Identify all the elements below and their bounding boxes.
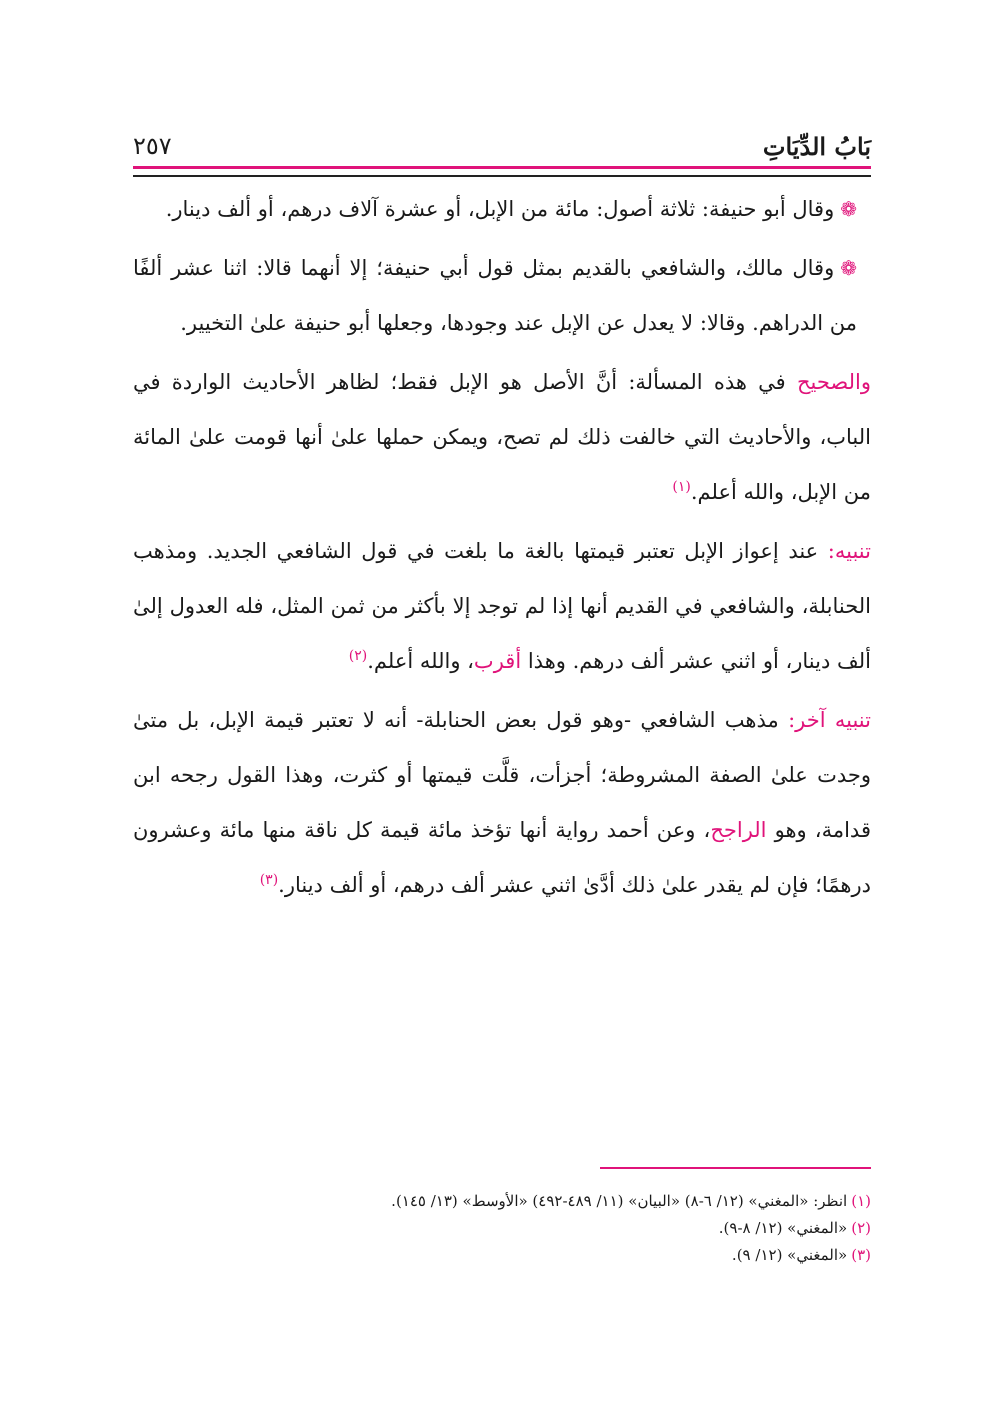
footnote-number: (٣): [851, 1246, 871, 1264]
footnote-text: «المغني» (١٢/ ٩).: [731, 1246, 848, 1264]
page-header: [133, 126, 871, 166]
footnote-number: (١): [851, 1192, 871, 1210]
footnote-ref: (٣): [259, 872, 279, 888]
body-text: [133, 182, 871, 917]
paragraph-text-tail: ، والله أعلم.: [367, 649, 474, 673]
paragraph-malik-shafii: [133, 241, 871, 351]
footnote-rule: [600, 1167, 871, 1169]
paragraph-note: [133, 524, 871, 689]
paragraph-correct-view: [133, 355, 871, 520]
footnote-1: [133, 1188, 871, 1215]
paragraph-abu-hanifa: [133, 182, 871, 237]
paragraph-text: في هذه المسألة: أنَّ الأصل هو الإبل فقط؛ لظاهر الأحاديث الواردة في الباب، والأحاديث التي خالفت ذلك لم تصح، ويمكن حملها علىٰ أنها قومت علىٰ المائة من الإبل، والله أعلم.: [133, 370, 871, 504]
footnote-ref: (٢): [348, 648, 368, 664]
lead-word: والصحيح: [796, 370, 871, 394]
highlighted-word: أقرب: [473, 649, 522, 673]
paragraph-text: مذهب الشافعي -وهو قول بعض الحنابلة- أنه لا تعتبر قيمة الإبل، بل متىٰ وجدت علىٰ الصفة المشروطة؛ أجزأت، قلَّت قيمتها أو كثرت، وهذا القول رجحه ابن قدامة، وهو: [133, 708, 871, 842]
paragraph-text-tail: ، وعن أحمد رواية أنها تؤخذ مائة قيمة كل ناقة منها مائة وعشرون درهمًا؛ فإن لم يقدر علىٰ ذلك أدَّىٰ اثني عشر ألف درهم، أو ألف دينار.: [133, 818, 871, 897]
footnote-text: «المغني» (١٢/ ٨-٩).: [718, 1219, 848, 1237]
footnote-ref: (١): [672, 479, 691, 495]
page-number: ٢٥٧: [133, 132, 172, 160]
highlighted-word: الراجح: [710, 818, 767, 842]
header-rule-pink: [133, 166, 871, 169]
chapter-title: بَابُ الدِّيَاتِ: [762, 131, 871, 161]
footnote-2: [133, 1215, 871, 1242]
lead-word: تنبيه:: [827, 539, 871, 563]
footnote-text: انظر: «المغني» (١٢/ ٦-٨) «البيان» (١١/ ٤٨٩-٤٩٢) «الأوسط» (١٣/ ١٤٥).: [391, 1192, 848, 1210]
footnote-number: (٢): [851, 1219, 871, 1237]
paragraph-another-note: [133, 693, 871, 913]
footnotes: [133, 1188, 871, 1269]
header-rule-dark: [133, 175, 871, 177]
lead-word: تنبيه آخر:: [788, 708, 871, 732]
footnote-3: [133, 1242, 871, 1269]
paragraph-text: وقال أبو حنيفة: ثلاثة أصول: مائة من الإبل، أو عشرة آلاف درهم، أو ألف دينار.: [165, 197, 835, 221]
paragraph-text: عند إعواز الإبل تعتبر قيمتها بالغة ما بلغت في قول الشافعي الجديد. ومذهب الحنابلة، والشافعي في القديم أنها إذا لم توجد إلا بأكثر من ثمن المثل، فله العدول إلىٰ ألف دينار، أو اثني عشر ألف درهم. وهذا: [133, 539, 871, 673]
flower-ornament-icon: ❁: [840, 256, 857, 280]
flower-ornament-icon: ❁: [840, 197, 857, 221]
paragraph-text: وقال مالك، والشافعي بالقديم بمثل قول أبي حنيفة؛ إلا أنهما قالا: اثنا عشر ألفًا من الدراهم. وقالا: لا يعدل عن الإبل عند وجودها، وجعلها أبو حنيفة علىٰ التخيير.: [133, 256, 857, 335]
